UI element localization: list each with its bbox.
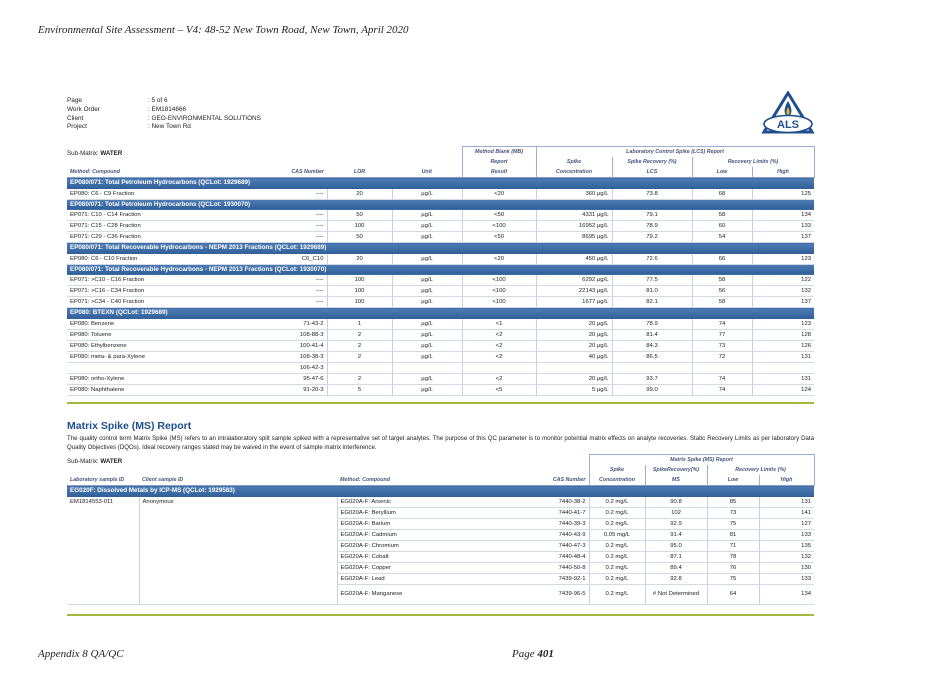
table-cell: <20 bbox=[462, 189, 536, 200]
table-cell: 126 bbox=[752, 340, 814, 351]
logo-text: ALS bbox=[777, 119, 799, 131]
method-blank-report-header: Report bbox=[462, 157, 536, 167]
table-cell: C6_C10 bbox=[252, 254, 327, 265]
table-cell: <100 bbox=[462, 297, 536, 308]
table-cell: 133 bbox=[759, 573, 814, 584]
ms-group-header: Matrix Spike (MS) Report bbox=[589, 455, 814, 466]
meta-label: Page bbox=[67, 97, 82, 104]
table-cell: 66 bbox=[692, 254, 752, 265]
table-cell: 76 bbox=[707, 562, 759, 573]
running-header: Environmental Site Assessment – V4: 48-52 New Town Road, New Town, April 2020 bbox=[38, 24, 409, 36]
table-row bbox=[67, 351, 814, 362]
table-cell: ---- bbox=[252, 297, 327, 308]
spike-header: Spike bbox=[536, 157, 612, 167]
table-cell: 20 µg/L bbox=[536, 319, 612, 330]
meta-row bbox=[67, 115, 261, 124]
table-cell: µg/L bbox=[392, 232, 462, 243]
method-blank-header: Method Blank (MB) bbox=[462, 147, 536, 158]
als-logo-icon bbox=[761, 91, 815, 137]
table-cell: 74 bbox=[692, 319, 752, 330]
group-title: EG020F: Dissolved Metals by ICP-MS (QCLot: 1929583) bbox=[67, 486, 814, 497]
meta-value: : New Town Rd bbox=[148, 123, 191, 131]
table-cell: 71 bbox=[707, 540, 759, 551]
table-cell: <100 bbox=[462, 286, 536, 297]
table-cell: 128 bbox=[752, 329, 814, 340]
table-cell: 0.2 mg/L bbox=[589, 497, 645, 508]
table-cell: 20 bbox=[327, 254, 392, 265]
meta-row bbox=[67, 106, 261, 115]
table-cell: 79.2 bbox=[612, 232, 692, 243]
table-cell: 92.9 bbox=[645, 518, 707, 529]
table-cell: 450 µg/L bbox=[536, 254, 612, 265]
table-cell: 92.8 bbox=[645, 573, 707, 584]
table-cell: 7440-50-8 bbox=[527, 562, 589, 573]
cas-number-header: CAS Number bbox=[252, 167, 327, 178]
table-cell: 134 bbox=[752, 210, 814, 221]
table-cell: ---- bbox=[252, 189, 327, 200]
table-cell: EP071: >C10 - C16 Fraction bbox=[67, 275, 252, 286]
table-cell: µg/L bbox=[392, 329, 462, 340]
table-cell: EP071: C15 - C28 Fraction bbox=[67, 221, 252, 232]
table-cell: 100-41-4 bbox=[252, 340, 327, 351]
table-cell: 78 bbox=[707, 551, 759, 562]
table-cell: <50 bbox=[462, 232, 536, 243]
table-cell: µg/L bbox=[392, 351, 462, 362]
table-cell: EG020A-F: Barium bbox=[337, 518, 527, 529]
table-row bbox=[67, 329, 814, 340]
ms-sub-matrix: Sub-Matrix: WATER bbox=[67, 458, 123, 465]
table-cell: 91-20-3 bbox=[252, 384, 327, 395]
table-cell: 50 bbox=[327, 232, 392, 243]
table-cell: µg/L bbox=[392, 373, 462, 384]
ms-high-header: High bbox=[759, 475, 814, 486]
table-cell: 58 bbox=[692, 275, 752, 286]
ms-method-compound-header: Method: Compound bbox=[337, 475, 527, 486]
table-row bbox=[67, 286, 814, 297]
table-cell: 73.8 bbox=[612, 189, 692, 200]
table-cell: 82.1 bbox=[612, 297, 692, 308]
section-divider bbox=[67, 402, 814, 404]
table-cell: <1 bbox=[462, 319, 536, 330]
table-cell: 85 bbox=[707, 497, 759, 508]
table-cell: <2 bbox=[462, 340, 536, 351]
spike-recovery-header: Spike Recovery (%) bbox=[612, 157, 692, 167]
meta-row bbox=[67, 123, 261, 132]
table-cell: 40 µg/L bbox=[536, 351, 612, 362]
lor-header: LOR bbox=[327, 167, 392, 178]
table-cell: µg/L bbox=[392, 319, 462, 330]
table-cell: 7440-47-3 bbox=[527, 540, 589, 551]
table-cell: <100 bbox=[462, 275, 536, 286]
table-cell: 95.0 bbox=[645, 540, 707, 551]
qc-lot-group-header bbox=[67, 199, 814, 210]
recovery-limits-header: Recovery Limits (%) bbox=[692, 157, 814, 167]
table-row bbox=[67, 221, 814, 232]
table-row bbox=[67, 319, 814, 330]
table-row bbox=[67, 275, 814, 286]
table-cell: 0.2 mg/L bbox=[589, 562, 645, 573]
table-cell: 56 bbox=[692, 286, 752, 297]
table-cell: 50 bbox=[327, 210, 392, 221]
ms-spike-header: Spike bbox=[589, 465, 645, 475]
table-cell bbox=[392, 362, 462, 373]
qc-lot-group-header bbox=[67, 486, 814, 497]
high-header: High bbox=[752, 167, 814, 178]
meta-value: : EM1814666 bbox=[148, 105, 187, 113]
table-cell: 134 bbox=[759, 584, 814, 604]
table-cell: 137 bbox=[752, 232, 814, 243]
table-cell: µg/L bbox=[392, 275, 462, 286]
table-cell: 133 bbox=[752, 221, 814, 232]
table-cell: 141 bbox=[759, 507, 814, 518]
table-cell: µg/L bbox=[392, 286, 462, 297]
table-cell: 20 bbox=[327, 189, 392, 200]
table-cell: 5 µg/L bbox=[536, 384, 612, 395]
table-cell: EG020A-F: Copper bbox=[337, 562, 527, 573]
table-cell: 2 bbox=[327, 351, 392, 362]
table-cell: 2 bbox=[327, 329, 392, 340]
table-cell: EG020A-F: Lead bbox=[337, 573, 527, 584]
table-cell: EP080: ortho-Xylene bbox=[67, 373, 252, 384]
table-cell: 100 bbox=[327, 286, 392, 297]
table-cell: 73 bbox=[707, 507, 759, 518]
table-cell: 131 bbox=[752, 373, 814, 384]
ms-low-header: Low bbox=[707, 475, 759, 486]
table-cell: 99.0 bbox=[612, 384, 692, 395]
table-cell: EG020A-F: Cobalt bbox=[337, 551, 527, 562]
table-cell: 137 bbox=[752, 297, 814, 308]
table-cell bbox=[612, 362, 692, 373]
client-sample-id-header: Client sample ID bbox=[139, 475, 337, 486]
table-cell: <2 bbox=[462, 373, 536, 384]
table-cell: µg/L bbox=[392, 221, 462, 232]
table-cell: 0.2 mg/L bbox=[589, 540, 645, 551]
ms-recovery-limits-header: Recovery Limits (%) bbox=[707, 465, 814, 475]
table-cell: EP080: meta- & para-Xylene bbox=[67, 351, 252, 362]
section-divider bbox=[67, 614, 814, 616]
table-cell: 0.2 mg/L bbox=[589, 518, 645, 529]
table-cell: 100 bbox=[327, 297, 392, 308]
table-cell: <2 bbox=[462, 329, 536, 340]
ms-description: The quality control term Matrix Spike (MS) refers to an intralaboratory split sample spiked with a representative set of target analytes. The purpose of this QC parameter is to monitor potential matrix effects on analyte recoveries. Static Recovery Limits as per laboratory Data Quality Objectives (DQOs). Ideal recovery ranges stated may be waived in the event of sample matrix interference. bbox=[67, 435, 814, 451]
table-cell: 20 µg/L bbox=[536, 340, 612, 351]
table-cell: 75 bbox=[707, 518, 759, 529]
lcs-header: LCS bbox=[612, 167, 692, 178]
table-cell: 89.4 bbox=[645, 562, 707, 573]
table-cell: EP071: >C16 - C34 Fraction bbox=[67, 286, 252, 297]
table-cell: 20 µg/L bbox=[536, 329, 612, 340]
ms-spike-recovery-header: SpikeRecovery(%) bbox=[645, 465, 707, 475]
table-cell: 5 bbox=[327, 384, 392, 395]
lcs-sub-matrix: Sub-Matrix: WATER bbox=[67, 150, 123, 157]
table-row bbox=[67, 232, 814, 243]
footer-appendix: Appendix 8 QA/QC bbox=[38, 648, 124, 660]
table-cell: µg/L bbox=[392, 297, 462, 308]
table-cell: EP080: C6 - C10 Fraction bbox=[67, 254, 252, 265]
table-cell: 0.2 mg/L bbox=[589, 573, 645, 584]
table-row bbox=[67, 384, 814, 395]
table-cell: 7440-43-9 bbox=[527, 529, 589, 540]
table-cell: EG020A-F: Beryllium bbox=[337, 507, 527, 518]
ms-table bbox=[67, 454, 815, 605]
table-cell: 93.7 bbox=[612, 373, 692, 384]
table-cell: EG020A-F: Cadmium bbox=[337, 529, 527, 540]
table-cell: EP080: Ethylbenzene bbox=[67, 340, 252, 351]
table-cell: 108-38-3 bbox=[252, 351, 327, 362]
group-title: EP080/071: Total Recoverable Hydrocarbons - NEPM 2013 Fractions (QCLot: 1929689) bbox=[67, 243, 814, 254]
concentration-header: Concentration bbox=[536, 167, 612, 178]
table-cell: ---- bbox=[252, 275, 327, 286]
table-cell: 74 bbox=[692, 384, 752, 395]
qc-lot-group-header bbox=[67, 178, 814, 189]
group-title: EP080: BTEXN (QCLot: 1929689) bbox=[67, 308, 814, 319]
meta-value: : 5 of 6 bbox=[148, 97, 168, 104]
table-cell: 90.8 bbox=[645, 497, 707, 508]
table-cell: EP080: Toluene bbox=[67, 329, 252, 340]
table-cell: 6292 µg/L bbox=[536, 275, 612, 286]
table-cell bbox=[67, 362, 252, 373]
table-cell: EG020A-F: Manganese bbox=[337, 584, 527, 604]
table-cell: 81 bbox=[707, 529, 759, 540]
table-cell: µg/L bbox=[392, 384, 462, 395]
table-cell: <20 bbox=[462, 254, 536, 265]
meta-label: Work Order bbox=[67, 105, 100, 113]
table-cell: 86.5 bbox=[612, 351, 692, 362]
table-cell: # Not Determined bbox=[645, 584, 707, 604]
table-cell: 72 bbox=[692, 351, 752, 362]
table-cell: <5 bbox=[462, 384, 536, 395]
table-cell: 131 bbox=[752, 351, 814, 362]
table-cell: 2 bbox=[327, 340, 392, 351]
table-cell: 100 bbox=[327, 275, 392, 286]
table-cell: 60 bbox=[692, 221, 752, 232]
table-cell bbox=[692, 362, 752, 373]
table-cell: 58 bbox=[692, 297, 752, 308]
footer-page: Page 401 bbox=[512, 648, 554, 660]
table-cell: 22143 µg/L bbox=[536, 286, 612, 297]
table-cell: 127 bbox=[759, 518, 814, 529]
meta-value: : GEO-ENVIRONMENTAL SOLUTIONS bbox=[148, 114, 261, 122]
table-cell: µg/L bbox=[392, 189, 462, 200]
table-cell: EG020A-F: Arsenic bbox=[337, 497, 527, 508]
table-cell: 81.0 bbox=[612, 286, 692, 297]
table-cell: 106-42-3 bbox=[252, 362, 327, 373]
table-cell: 91.4 bbox=[645, 529, 707, 540]
table-row bbox=[67, 189, 814, 200]
table-cell bbox=[536, 362, 612, 373]
unit-header: Unit bbox=[392, 167, 462, 178]
table-cell: 68 bbox=[692, 189, 752, 200]
table-cell: µg/L bbox=[392, 340, 462, 351]
table-cell: <2 bbox=[462, 351, 536, 362]
table-cell: EG020A-F: Chromium bbox=[337, 540, 527, 551]
table-cell: 16952 µg/L bbox=[536, 221, 612, 232]
table-cell: EP071: >C34 - C40 Fraction bbox=[67, 297, 252, 308]
table-cell: 58 bbox=[692, 210, 752, 221]
table-cell bbox=[752, 362, 814, 373]
ms-concentration-header: Concentration bbox=[589, 475, 645, 486]
lcs-group-header: Laboratory Control Spike (LCS) Report bbox=[536, 147, 814, 158]
table-cell: EP080: Naphthalene bbox=[67, 384, 252, 395]
table-cell: 0.2 mg/L bbox=[589, 584, 645, 604]
table-cell: 95-47-6 bbox=[252, 373, 327, 384]
table-row bbox=[67, 340, 814, 351]
table-cell: 124 bbox=[752, 384, 814, 395]
table-cell: 100 bbox=[327, 221, 392, 232]
table-cell: 81.4 bbox=[612, 329, 692, 340]
table-row bbox=[67, 254, 814, 265]
table-cell: 125 bbox=[752, 189, 814, 200]
table-cell: 77 bbox=[692, 329, 752, 340]
qc-lot-group-header bbox=[67, 264, 814, 275]
qc-lot-group-header bbox=[67, 308, 814, 319]
report-meta bbox=[67, 97, 261, 132]
table-cell: 73 bbox=[692, 340, 752, 351]
table-cell: 78.9 bbox=[612, 221, 692, 232]
table-cell: 84.3 bbox=[612, 340, 692, 351]
table-cell: 78.9 bbox=[612, 319, 692, 330]
table-cell: 0.2 mg/L bbox=[589, 551, 645, 562]
table-cell: 123 bbox=[752, 254, 814, 265]
table-cell: 7440-48-4 bbox=[527, 551, 589, 562]
table-cell: 4331 µg/L bbox=[536, 210, 612, 221]
lab-sample-id: EM1814553-011 bbox=[67, 497, 139, 605]
table-cell: 87.1 bbox=[645, 551, 707, 562]
ms-cas-number-header: CAS Number bbox=[527, 475, 589, 486]
table-cell: ---- bbox=[252, 210, 327, 221]
table-cell: 2 bbox=[327, 373, 392, 384]
table-cell: 20 µg/L bbox=[536, 373, 612, 384]
table-cell: 0.2 mg/L bbox=[589, 507, 645, 518]
table-cell: 64 bbox=[707, 584, 759, 604]
table-cell: 54 bbox=[692, 232, 752, 243]
table-cell: 1677 µg/L bbox=[536, 297, 612, 308]
meta-row bbox=[67, 97, 261, 106]
table-row bbox=[67, 210, 814, 221]
table-row bbox=[67, 297, 814, 308]
table-cell: µg/L bbox=[392, 210, 462, 221]
table-cell: 7440-41-7 bbox=[527, 507, 589, 518]
table-cell: 122 bbox=[752, 275, 814, 286]
table-cell: 0.05 mg/L bbox=[589, 529, 645, 540]
table-cell: 132 bbox=[752, 286, 814, 297]
table-cell: 7440-38-2 bbox=[527, 497, 589, 508]
table-cell: 108-88-3 bbox=[252, 329, 327, 340]
table-cell: 130 bbox=[759, 562, 814, 573]
table-cell: 132 bbox=[759, 551, 814, 562]
group-title: EP080/071: Total Recoverable Hydrocarbons - NEPM 2013 Fractions (QCLot: 1930070) bbox=[67, 264, 814, 275]
table-cell: <100 bbox=[462, 221, 536, 232]
table-cell: ---- bbox=[252, 221, 327, 232]
table-cell: 7439-92-1 bbox=[527, 573, 589, 584]
table-cell: EP071: C29 - C36 Fraction bbox=[67, 232, 252, 243]
table-cell: <50 bbox=[462, 210, 536, 221]
lab-sample-id-header: Laboratory sample ID bbox=[67, 475, 139, 486]
client-sample-id: Anonymous bbox=[139, 497, 337, 605]
table-cell: 131 bbox=[759, 497, 814, 508]
table-cell: 71-43-2 bbox=[252, 319, 327, 330]
table-row bbox=[67, 497, 814, 508]
table-cell: 133 bbox=[759, 529, 814, 540]
table-cell: ---- bbox=[252, 232, 327, 243]
table-row bbox=[67, 362, 814, 373]
table-cell: 360 µg/L bbox=[536, 189, 612, 200]
table-cell: 7439-96-5 bbox=[527, 584, 589, 604]
table-cell: 77.5 bbox=[612, 275, 692, 286]
table-cell bbox=[327, 362, 392, 373]
table-cell: 7440-39-3 bbox=[527, 518, 589, 529]
table-cell: 1 bbox=[327, 319, 392, 330]
table-cell: µg/L bbox=[392, 254, 462, 265]
low-header: Low bbox=[692, 167, 752, 178]
lcs-table bbox=[67, 146, 815, 396]
table-cell bbox=[462, 362, 536, 373]
table-cell: 75 bbox=[707, 573, 759, 584]
table-cell: 79.1 bbox=[612, 210, 692, 221]
table-cell: 74 bbox=[692, 373, 752, 384]
table-cell: 72.6 bbox=[612, 254, 692, 265]
meta-label: Project bbox=[67, 123, 87, 131]
ms-section-title: Matrix Spike (MS) Report bbox=[67, 420, 192, 432]
group-title: EP080/071: Total Petroleum Hydrocarbons (QCLot: 1930070) bbox=[67, 199, 814, 210]
table-cell: EP080: C6 - C9 Fraction bbox=[67, 189, 252, 200]
group-title: EP080/071: Total Petroleum Hydrocarbons (QCLot: 1929689) bbox=[67, 178, 814, 189]
table-row bbox=[67, 373, 814, 384]
ms-header: MS bbox=[645, 475, 707, 486]
qc-lot-group-header bbox=[67, 243, 814, 254]
table-cell: EP080: Benzene bbox=[67, 319, 252, 330]
table-cell: EP071: C10 - C14 Fraction bbox=[67, 210, 252, 221]
table-cell: 135 bbox=[759, 540, 814, 551]
table-cell: 8695 µg/L bbox=[536, 232, 612, 243]
table-cell: ---- bbox=[252, 286, 327, 297]
meta-label: Client bbox=[67, 114, 84, 122]
method-compound-header: Method: Compound bbox=[67, 167, 252, 178]
table-cell: 102 bbox=[645, 507, 707, 518]
table-cell: 123 bbox=[752, 319, 814, 330]
result-header: Result bbox=[462, 167, 536, 178]
